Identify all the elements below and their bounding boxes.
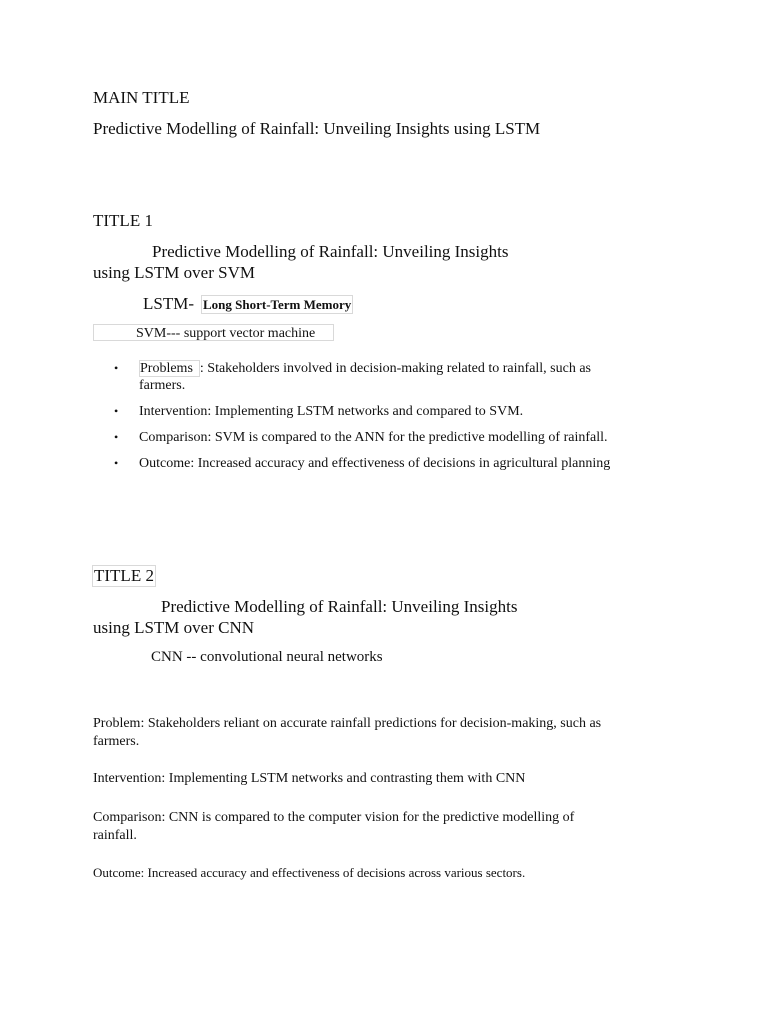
title2-intervention: Intervention: Implementing LSTM networks and contrasting them with CNN xyxy=(93,771,526,786)
bullet-dot-icon: • xyxy=(114,430,119,444)
cnn-definition: CNN -- convolutional neural networks xyxy=(151,649,383,665)
title2-outcome: Outcome: Increased accuracy and effectiveness of decisions across various sectors. xyxy=(93,865,526,880)
title1-bullet-list xyxy=(114,360,694,472)
problems-text: : Stakeholders involved in decision-making related to rainfall, such as xyxy=(199,361,592,376)
bullet-outcome xyxy=(114,455,694,472)
title1-label: TITLE 1 xyxy=(93,211,153,230)
title2-problem-line2: farmers. xyxy=(93,734,140,749)
problems-continuation: farmers. xyxy=(139,378,186,393)
title2-heading-line2: using LSTM over CNN xyxy=(93,618,255,637)
bullet-intervention xyxy=(114,403,694,420)
bullet-problems xyxy=(114,360,694,394)
problems-key: Problems xyxy=(139,360,200,377)
svm-definition: SVM--- support vector machine xyxy=(93,324,334,341)
lstm-prefix: LSTM- xyxy=(143,294,194,313)
bullet-comparison xyxy=(114,429,694,446)
title2-problem-line1: Problem: Stakeholders reliant on accurate rainfall predictions for decision-making, such as xyxy=(93,716,602,731)
title1-heading-line2: using LSTM over SVM xyxy=(93,263,255,282)
comparison-text: Comparison: SVM is compared to the ANN for the predictive modelling of rainfall. xyxy=(139,430,608,445)
main-title: Predictive Modelling of Rainfall: Unveiling Insights using LSTM xyxy=(93,119,541,138)
lstm-expansion: Long Short-Term Memory xyxy=(203,297,352,312)
outcome-text: Outcome: Increased accuracy and effectiveness of decisions in agricultural planning xyxy=(139,456,611,471)
title2-comparison-line2: rainfall. xyxy=(93,828,137,843)
bullet-dot-icon: • xyxy=(114,361,119,375)
lstm-definition xyxy=(143,294,353,314)
bullet-dot-icon: • xyxy=(114,404,119,418)
intervention-text: Intervention: Implementing LSTM networks and compared to SVM. xyxy=(139,404,524,419)
title2-label: TITLE 2 xyxy=(94,566,154,585)
title1-heading-line1: Predictive Modelling of Rainfall: Unveiling Insights xyxy=(152,242,509,261)
bullet-dot-icon: • xyxy=(114,456,119,470)
main-title-label: MAIN TITLE xyxy=(93,88,190,107)
title2-comparison-line1: Comparison: CNN is compared to the computer vision for the predictive modelling of xyxy=(93,810,575,825)
title2-heading-line1: Predictive Modelling of Rainfall: Unveiling Insights xyxy=(161,597,518,616)
